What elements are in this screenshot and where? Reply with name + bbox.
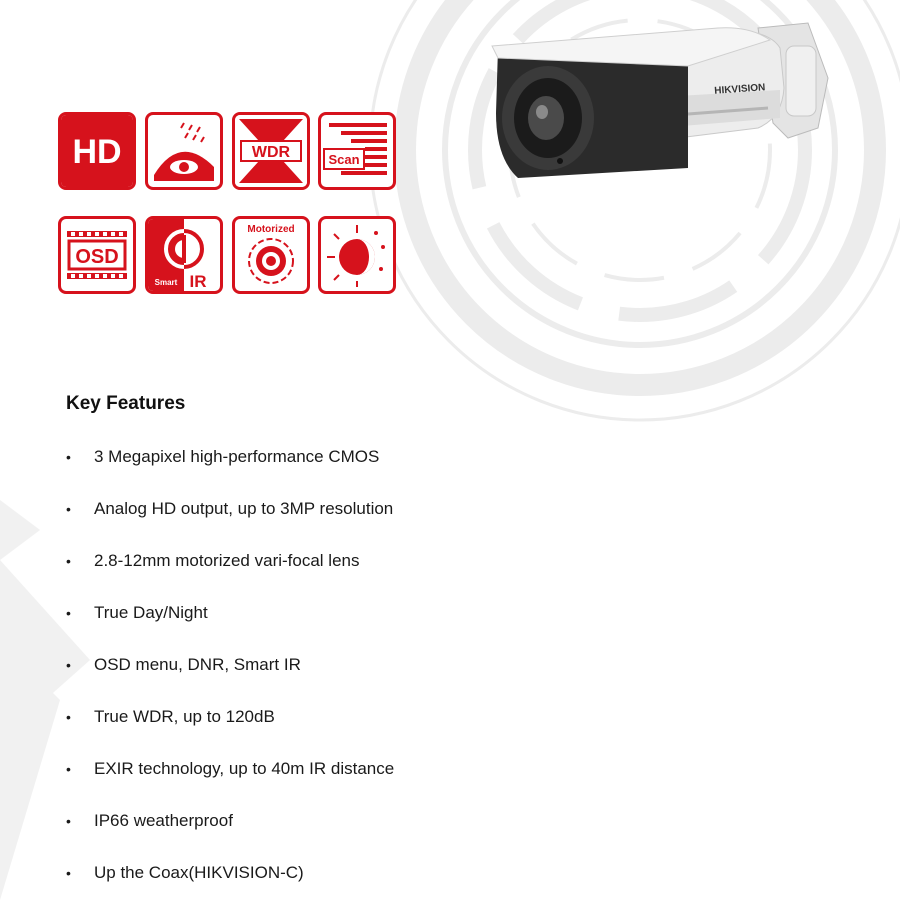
progressive-scan-icon [321,115,393,187]
day-night-icon [321,219,393,291]
bullet: • [66,553,71,569]
feature-text: IP66 weatherproof [94,811,233,830]
bullet: • [66,501,71,517]
feature-text: 3 Megapixel high-performance CMOS [94,447,380,466]
feature-item [66,498,394,550]
feature-text: Up the Coax(HIKVISION-C) [94,863,304,882]
feature-item [66,602,394,654]
motorized-label: Motorized [247,224,295,235]
wdr-label: WDR [251,144,291,161]
smart-ir-badge [145,216,223,294]
key-features-heading: Key Features [66,393,186,414]
feature-item [66,654,394,706]
bullet: • [66,449,71,465]
feature-item [66,758,394,810]
feature-text: EXIR technology, up to 40m IR distance [94,759,395,778]
hd-badge [58,112,136,190]
bullet: • [66,813,71,829]
feature-text: True WDR, up to 120dB [94,707,275,726]
feature-item [66,862,394,914]
rain-eye-icon [148,115,220,187]
ir-label: IR [189,272,207,291]
feature-item [66,550,394,602]
feature-item [66,446,394,498]
feature-text: OSD menu, DNR, Smart IR [94,655,301,674]
motorized-badge [232,216,310,294]
wdr-icon [235,115,307,187]
feature-text: 2.8-12mm motorized vari-focal lens [94,551,360,570]
bullet: • [66,605,71,621]
bullet: • [66,865,71,881]
scan-label: Scan [328,152,360,167]
osd-label: OSD [75,246,119,268]
hd-label: HD [72,133,122,171]
scan-badge [318,112,396,190]
smart-label: Smart [154,278,178,287]
feature-text: Analog HD output, up to 3MP resolution [94,499,394,518]
hd-icon [61,115,133,187]
smart-ir-icon [148,219,220,291]
bullet-camera-image [488,18,838,193]
feature-text: True Day/Night [94,603,208,622]
osd-badge [58,216,136,294]
bullet: • [66,709,71,725]
wdr-badge [232,112,310,190]
feature-item [66,706,394,758]
day-night-badge [318,216,396,294]
motorized-lens-icon [235,219,307,291]
bullet: • [66,761,71,777]
rain-eye-badge [145,112,223,190]
camera-brand-label: HIKVISION [713,82,766,97]
key-features-list [66,446,394,914]
feature-item [66,810,394,862]
osd-icon [61,219,133,291]
bullet: • [66,657,71,673]
